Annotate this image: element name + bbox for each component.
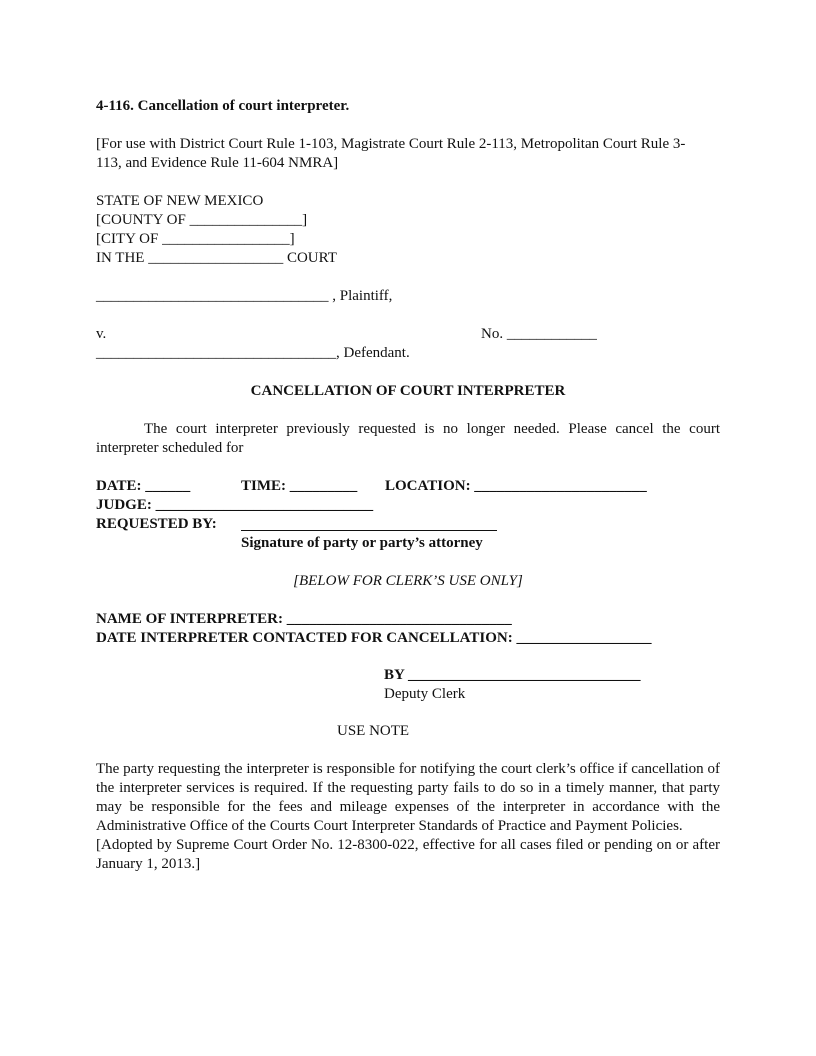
versus-label: v. <box>96 326 107 342</box>
adoption-note: [Adopted by Supreme Court Order No. 12-8300-022, effective for all cases filed or pending on or after January 1, 2013.] <box>96 837 720 872</box>
form-body-paragraph: The court interpreter previously requested is no longer needed. Please cancel the court interpreter scheduled for <box>96 421 720 456</box>
court-caption: IN THE __________________ COURT <box>96 250 337 266</box>
usage-note-line-2: 113, and Evidence Rule 11-604 NMRA] <box>96 155 339 171</box>
state-caption: STATE OF NEW MEXICO <box>96 193 264 209</box>
clerk-use-note: [BELOW FOR CLERK’S USE ONLY] <box>293 573 523 589</box>
use-note-text: The party requesting the interpreter is responsible for notifying the court clerk’s office if cancellation of the interpreter services is required. If the requesting party fails to do so in a timely manner, that party may be responsible for the fees and mileage expenses of the interpreter in accordance with the Administrative Office of the Courts Court Interpreter Standards of Practice and Payment Policies. <box>96 761 720 834</box>
date-contacted-field: DATE INTERPRETER CONTACTED FOR CANCELLATION: __________________ <box>96 630 652 646</box>
form-title: CANCELLATION OF COURT INTERPRETER <box>250 383 566 399</box>
usage-note-line-1: [For use with District Court Rule 1-103, Magistrate Court Rule 2-113, Metropolitan Court Rule 3- <box>96 136 686 152</box>
deputy-clerk-label: Deputy Clerk <box>384 686 466 702</box>
county-caption: [COUNTY OF _______________] <box>96 212 308 228</box>
city-caption: [CITY OF _________________] <box>96 231 295 247</box>
defendant-line: ________________________________, Defendant. <box>96 345 410 361</box>
use-note-heading: USE NOTE <box>337 723 410 739</box>
interpreter-name-field: NAME OF INTERPRETER: ______________________________ <box>96 611 512 627</box>
location-field: LOCATION: _______________________ <box>385 478 647 494</box>
requested-by-label: REQUESTED BY: <box>96 516 217 532</box>
judge-field: JUDGE: _____________________________ <box>96 497 374 513</box>
time-field: TIME: _________ <box>241 478 358 494</box>
clerk-by-field: BY _______________________________ <box>384 667 641 683</box>
signature-caption: Signature of party or party’s attorney <box>241 535 483 551</box>
case-number-field: No. ____________ <box>481 326 597 342</box>
plaintiff-line: _______________________________ , Plaintiff, <box>96 288 393 304</box>
rule-heading: 4-116. Cancellation of court interpreter. <box>96 98 350 114</box>
date-field: DATE: ______ <box>96 478 191 494</box>
